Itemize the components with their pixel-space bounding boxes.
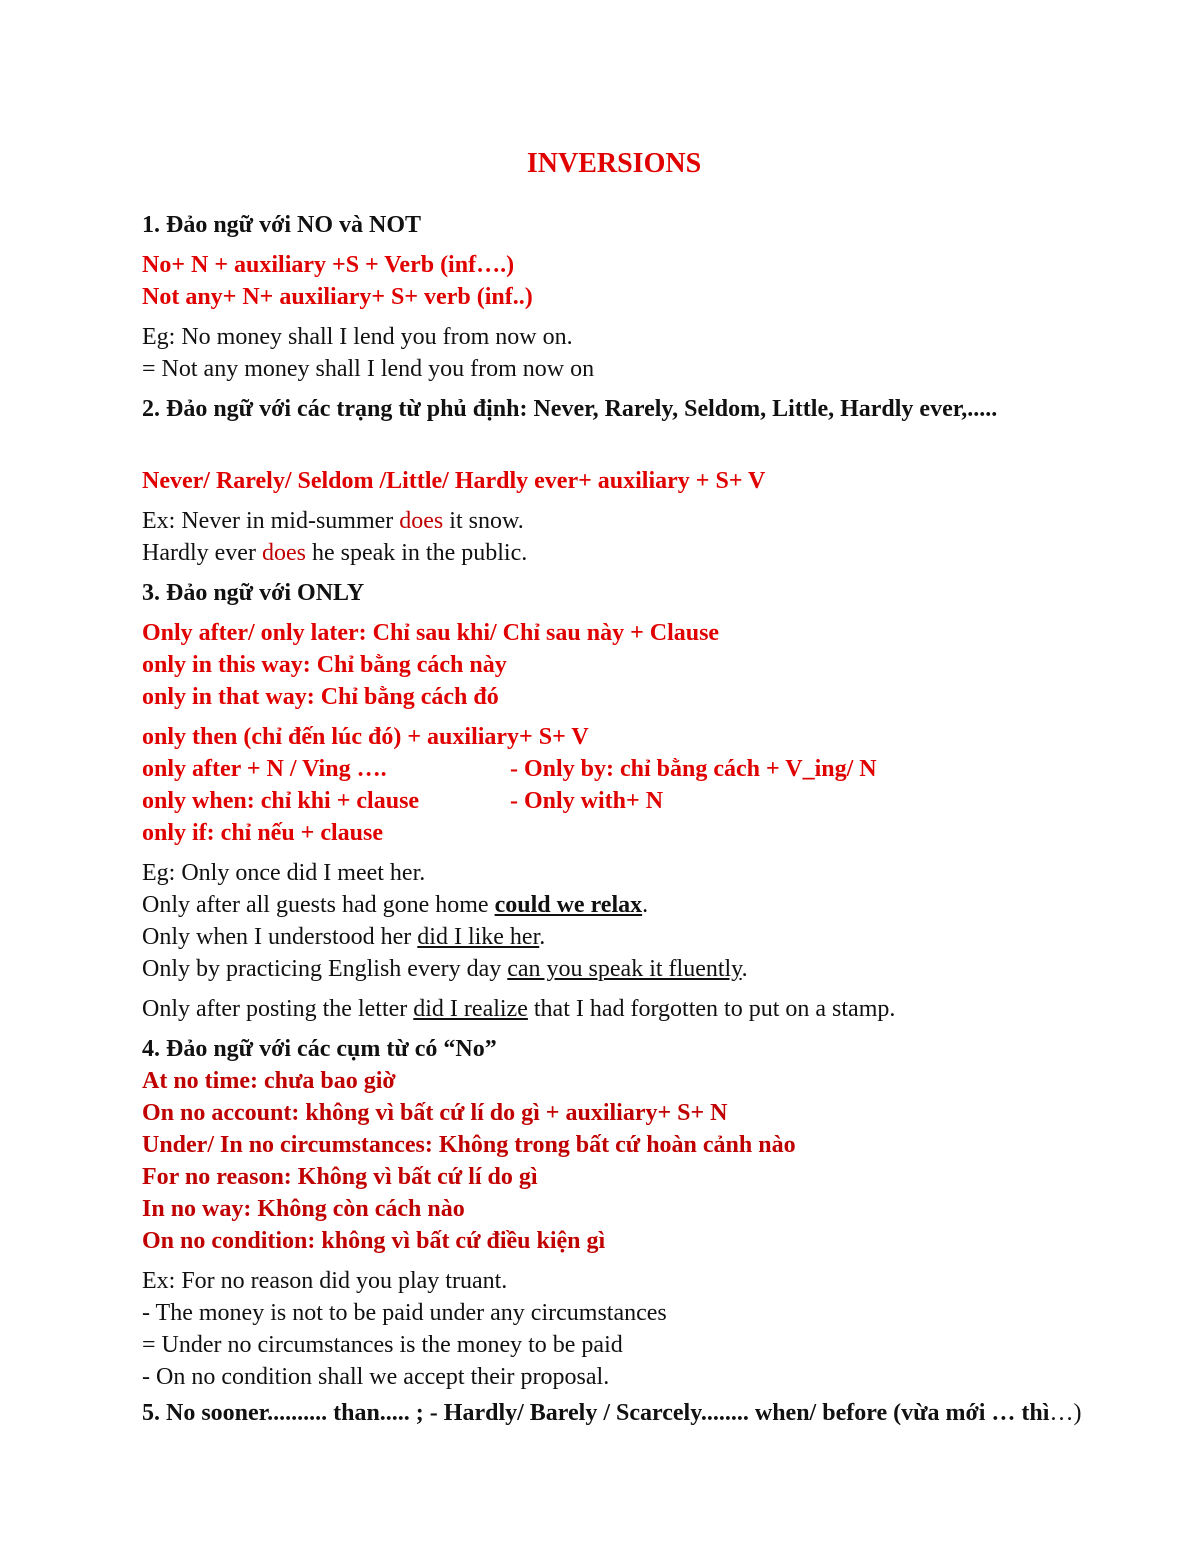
s4-phrase-3: Under/ In no circumstances: Không trong bất cứ hoàn cảnh nào — [142, 1132, 796, 1158]
section-4-heading: 4. Đảo ngữ với các cụm từ có “No” — [142, 1036, 497, 1062]
s3-example-1: Eg: Only once did I meet her. — [142, 860, 426, 886]
s3-formula-5b: - Only by: chỉ bằng cách + V_ing/ N — [510, 756, 877, 782]
s3-formula-6a: only when: chỉ khi + clause — [142, 788, 420, 814]
s3-example-2-inversion: could we relax — [494, 892, 643, 918]
s3-example-5: Only after posting the letter did I realize that I had forgotten to put on a stamp. — [142, 996, 896, 1022]
section-1-heading: 1. Đảo ngữ với NO và NOT — [142, 212, 422, 238]
s4-phrase-4: For no reason: Không vì bất cứ lí do gì — [142, 1164, 538, 1190]
s3-formula-7: only if: chỉ nếu + clause — [142, 820, 384, 846]
s3-formula-1: Only after/ only later: Chỉ sau khi/ Chỉ sau này + Clause — [142, 620, 720, 646]
s2-example-2-verb: does — [261, 540, 306, 566]
s4-phrase-5: In no way: Không còn cách nào — [142, 1196, 465, 1222]
s2-example-1: Ex: Never in mid-summer does it snow. — [142, 508, 524, 534]
section-2-heading: 2. Đảo ngữ với các trạng từ phủ định: Never, Rarely, Seldom, Little, Hardly ever,..... — [142, 396, 998, 422]
s1-formula-2: Not any+ N+ auxiliary+ S+ verb (inf..) — [142, 284, 533, 310]
s1-example-2: = Not any money shall I lend you from now on — [142, 356, 595, 382]
s4-phrase-2: On no account: không vì bất cứ lí do gì + auxiliary+ S+ N — [142, 1100, 728, 1126]
s2-example-1-verb: does — [399, 508, 444, 534]
section-5-heading: 5. No sooner.......... than..... ; - Hardly/ Barely / Scarcely........ when/ before (vừa mới … thì…) — [142, 1400, 1082, 1426]
s1-example-1: Eg: No money shall I lend you from now on. — [142, 324, 573, 350]
s3-example-5-inversion: did I realize — [413, 996, 528, 1022]
s3-example-2: Only after all guests had gone home could we relax. — [142, 892, 649, 918]
s3-example-4: Only by practicing English every day can you speak it fluently. — [142, 956, 748, 982]
s4-phrase-6: On no condition: không vì bất cứ điều kiện gì — [142, 1228, 606, 1254]
s4-phrase-1: At no time: chưa bao giờ — [142, 1068, 396, 1094]
s3-formula-3: only in that way: Chỉ bằng cách đó — [142, 684, 499, 710]
s3-example-3-inversion: did I like her — [417, 924, 540, 950]
s4-example-1: Ex: For no reason did you play truant. — [142, 1268, 508, 1294]
section-3-heading: 3. Đảo ngữ với ONLY — [142, 580, 365, 606]
s2-formula-1: Never/ Rarely/ Seldom /Little/ Hardly ever+ auxiliary + S+ V — [142, 468, 766, 494]
s4-example-2: - The money is not to be paid under any circumstances — [142, 1300, 667, 1326]
s4-example-4: - On no condition shall we accept their proposal. — [142, 1364, 610, 1390]
s3-formula-5a: only after + N / Ving …. — [142, 756, 387, 782]
page-title: INVERSIONS — [526, 148, 702, 179]
s3-formula-4: only then (chỉ đến lúc đó) + auxiliary+ S+ V — [142, 724, 589, 750]
s3-formula-6b: - Only with+ N — [510, 788, 664, 814]
s2-example-2: Hardly ever does he speak in the public. — [142, 540, 528, 566]
s3-example-4-inversion: can you speak it fluently — [507, 956, 742, 982]
s3-example-3: Only when I understood her did I like her. — [142, 924, 546, 950]
s3-formula-2: only in this way: Chỉ bằng cách này — [142, 652, 507, 678]
s1-formula-1: No+ N + auxiliary +S + Verb (inf….) — [142, 252, 515, 278]
s4-example-3: = Under no circumstances is the money to be paid — [142, 1332, 623, 1358]
